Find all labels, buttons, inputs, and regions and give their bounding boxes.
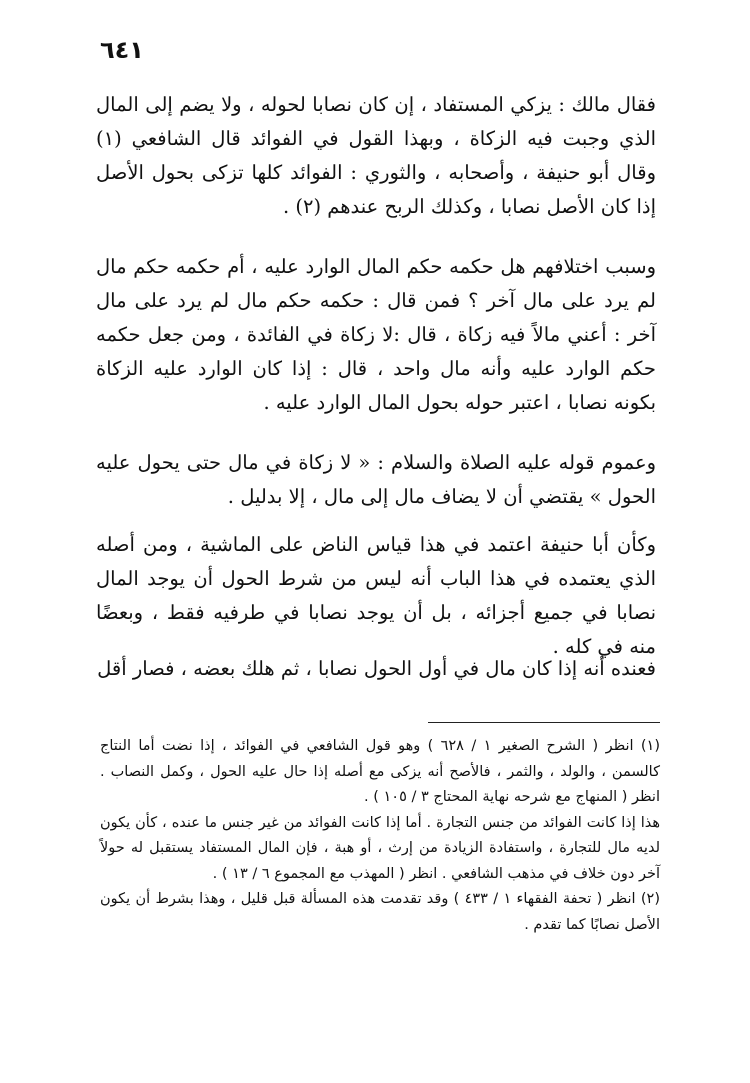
- paragraph-2: وسبب اختلافهم هل حكمه حكم المال الوارد عليه ، أم حكمه حكم مال لم يرد على مال آخر ؟ فمن قال : حكمه حكم مال لم يرد على مال آخر : أعني مالاً فيه زكاة ، قال :لا زكاة في الفائدة ، ومن جعل حكمه حكم الوارد عليه وأنه مال واحد ، قال : إذا كان الوارد عليه الزكاة بكونه نصابا ، اعتبر حوله بحول المال الوارد عليه .: [96, 255, 656, 414]
- footnote-1-continued: هذا إذا كانت الفوائد من جنس التجارة . أما إذا كانت الفوائد من غير جنس ما عنده ، كأن يكون لديه مال للتجارة ، واستفادة الزيادة من إرث ، أو هبة ، فإن المال المستفاد يستقبل له حولاً آخر دون خلاف في مذهب الشافعي . انظر ( المهذب مع المجموع ٦ / ١٣ ) .: [100, 814, 660, 882]
- paragraph-1: فقال مالك : يزكي المستفاد ، إن كان نصابا لحوله ، ولا يضم إلى المال الذي وجبت فيه الزكاة ، وبهذا القول في الفوائد قال الشافعي (١) وقال أبو حنيفة ، وأصحابه ، والثوري : الفوائد كلها تزكى بحول الأصل إذا كان الأصل نصابا ، وكذلك الربح عندهم (٢) .: [96, 93, 656, 218]
- paragraph-3: وعموم قوله عليه الصلاة والسلام : « لا زكاة في مال حتى يحول عليه الحول » يقتضي أن لا يضاف مال إلى مال ، إلا بدليل .: [96, 451, 656, 508]
- footnote-1: (١) انظر ( الشرح الصغير ١ / ٦٢٨ ) وهو قول الشافعي في الفوائد ، إذا نضت أما النتاج كالسمن ، والولد ، والثمر ، فالأصح أنه يزكى مع أصله إذا حال عليه الحول ، وكمل النصاب . انظر ( المنهاج مع شرحه نهاية المحتاج ٣ / ١٠٥ ) .: [100, 738, 660, 805]
- footnote-separator: [428, 722, 660, 723]
- footnote-2: (٢) انظر ( تحفة الفقهاء ١ / ٤٣٣ ) وقد تقدمت هذه المسألة قبل قليل ، وهذا بشرط أن يكون الأصل نصابًا كما تقدم .: [100, 891, 661, 933]
- footnotes: [100, 734, 660, 938]
- paragraph-5: فعنده أنه إذا كان مال في أول الحول نصابا ، ثم هلك بعضه ، فصار أقل: [97, 657, 656, 680]
- page-number: ٦٤١: [100, 36, 144, 64]
- paragraph-4: وكأن أبا حنيفة اعتمد في هذا قياس الناض على الماشية ، ومن أصله الذي يعتمده في هذا الباب أنه ليس من شرط الحول أن يوجد المال نصابا في جميع أجزائه ، بل أن يوجد نصابا في طرفيه فقط ، وبعضًا منه في كله .: [96, 533, 656, 658]
